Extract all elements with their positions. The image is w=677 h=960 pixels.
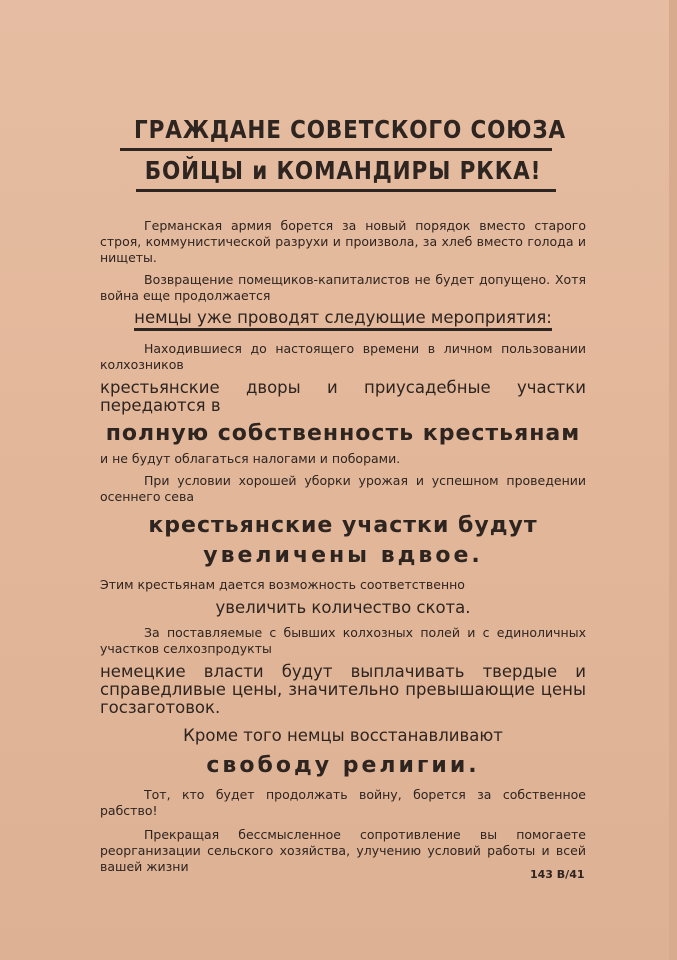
paragraph-11: увеличить количество скота.	[215, 598, 471, 617]
paragraph-2: Возвращение помещиков-капиталистов не будет допущено. Хотя война еще продолжается	[100, 272, 586, 303]
title-underline-1	[120, 148, 552, 151]
paragraph-16: Тот, кто будет продолжать войну, борется за собственное рабство!	[100, 787, 586, 818]
paper-edge	[669, 0, 677, 960]
emphasis-text: немцы уже проводят следующие мероприятия:	[134, 309, 552, 331]
emphasis-line	[100, 308, 586, 331]
paragraph-10: Этим крестьянам дается возможность соответственно	[100, 577, 465, 592]
headline-plots: крестьянские участки будут	[148, 513, 538, 538]
paragraph-13: немецкие власти будут выплачивать твердые и справедливые цены, значительно превышающие цены госзаготовок.	[100, 662, 586, 717]
print-code: 143 В/41	[530, 868, 585, 881]
paragraph-14: Кроме того немцы восстанавливают	[183, 726, 503, 745]
leaflet-content	[100, 110, 586, 875]
title-line-2: БОЙЦЫ и КОМАНДИРЫ РККА!	[144, 156, 542, 185]
paragraph-1: Германская армия борется за новый порядок вместо старого строя, коммунистической разрухи и произвола, за хлеб вместо голода и нищеты.	[100, 218, 586, 265]
paragraph-4: Находившиеся до настоящего времени в личном пользовании колхозников	[100, 341, 586, 372]
paragraph-12: За поставляемые с бывших колхозных полей и с единоличных участков селхозпродукты	[100, 625, 586, 656]
headline-doubled: увеличены вдвое.	[203, 543, 483, 568]
headline-religion: свободу религии.	[206, 753, 480, 778]
title-underline-2	[136, 189, 556, 192]
paragraph-17: Прекращая бессмысленное сопротивление вы помогаете реорганизации сельского хозяйства, улучению условий работы и всей вашей жизни	[100, 827, 586, 874]
headline-ownership: полную собственность крестьянам	[105, 421, 581, 446]
paragraph-7: и не будут облагаться налогами и поборами.	[100, 451, 401, 466]
paragraph-8: При условии хорошей уборки урожая и успешном проведении осеннего сева	[100, 473, 586, 504]
title-line-1: ГРАЖДАНЕ СОВЕТСКОГО СОЮЗА	[134, 115, 566, 144]
paragraph-5: крестьянские дворы и приусадебные участки передаются в	[100, 378, 586, 415]
